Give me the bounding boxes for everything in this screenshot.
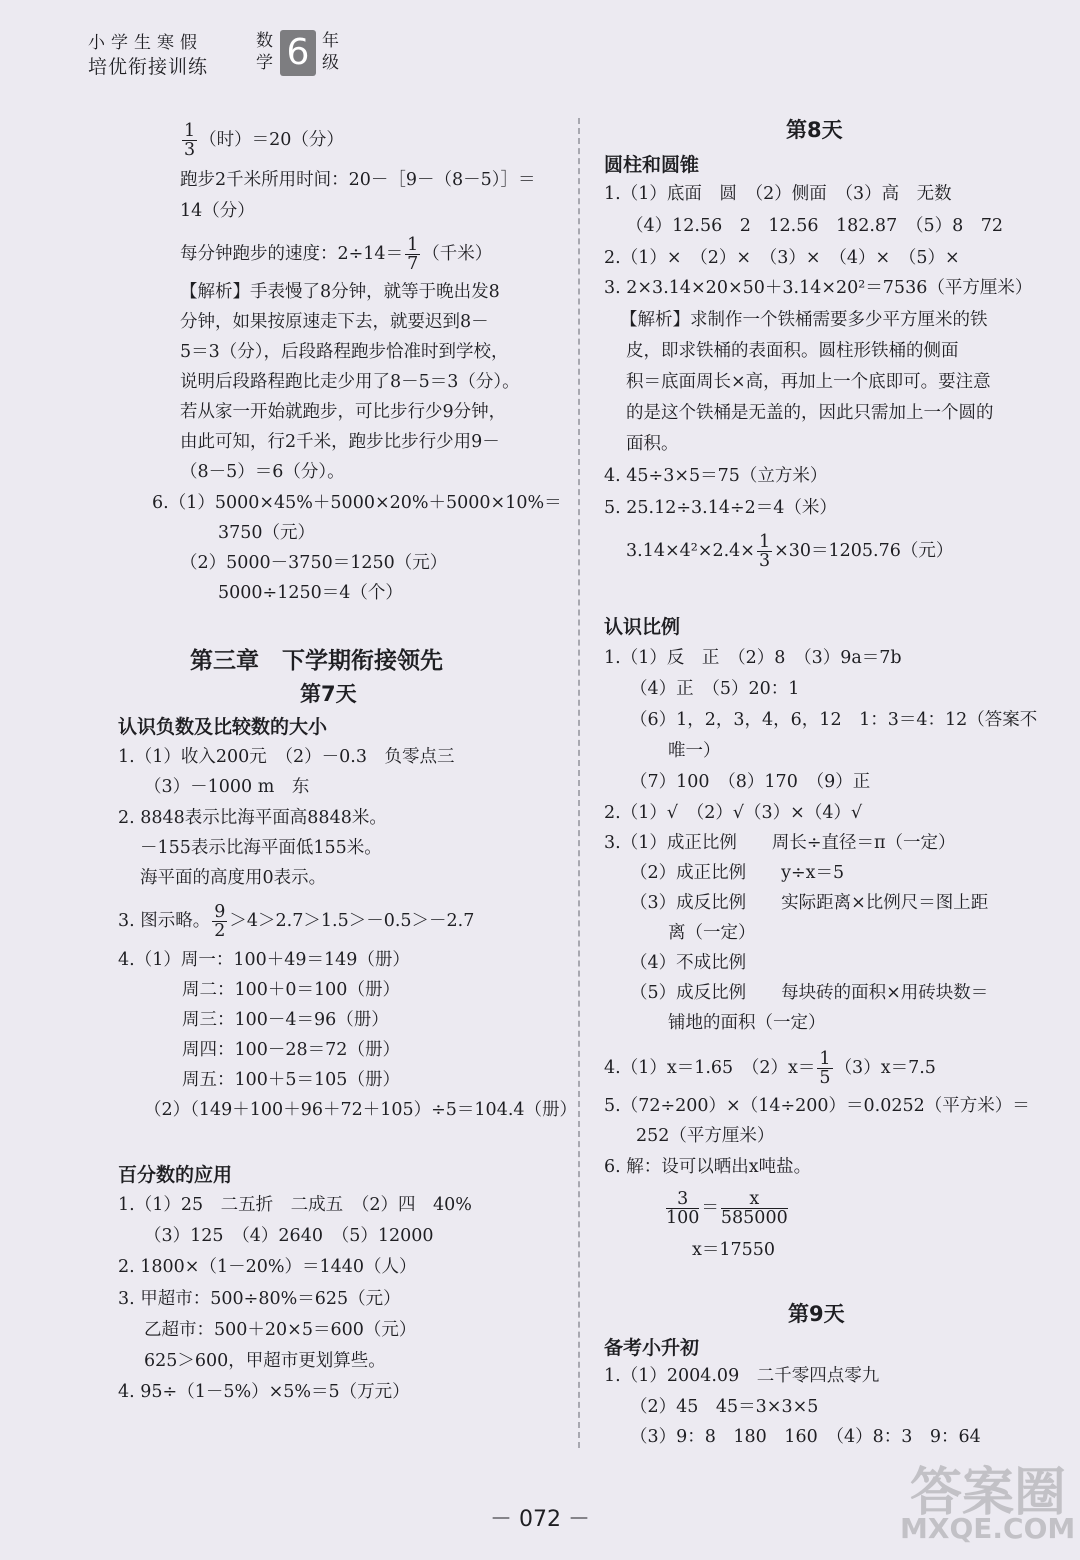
answer-line: （7）100 （8）170 （9）正	[630, 772, 871, 792]
answer-line: 4.（1）周一：100＋49＝149（册）	[118, 950, 410, 970]
analysis-line: 积＝底面周长×高，再加上一个底即可。要注意	[626, 372, 991, 392]
fraction: $\frac{1}{5}$	[819, 1049, 831, 1088]
analysis-line: 【解析】求制作一个铁桶需要多少平方厘米的铁	[620, 310, 988, 330]
section-heading: 百分数的应用	[118, 1164, 233, 1186]
answer-line: 唯一）	[668, 741, 721, 761]
answer-line: 6. 解：设可以晒出x吨盐。	[604, 1157, 812, 1177]
answer-line: 5000÷1250＝4（个）	[218, 583, 403, 603]
book-header	[88, 28, 368, 80]
answer-line: （3）125 （4）2640 （5）12000	[144, 1226, 434, 1246]
answer-line: $\frac{1}{3}$ （时）＝20（分）	[184, 121, 344, 160]
answer-line: （6）1，2，3，4，6，12 1：3＝4：12（答案不	[630, 710, 1038, 730]
answer-line: x＝17550	[692, 1240, 776, 1260]
day-heading: 第8天	[786, 118, 843, 142]
answer-line: 1.（1）25 二五折 二成五 （2）四 40%	[118, 1195, 472, 1215]
answer-line: （2）45 45＝3×3×5	[630, 1397, 819, 1417]
answer-line: 5.（72÷200）×（14÷200）＝0.0252（平方米）＝	[604, 1096, 1030, 1116]
analysis-line: 分钟，如果按原速走下去，就要迟到8－	[180, 312, 489, 332]
analysis-line: 面积。	[626, 434, 679, 454]
answer-line: 3. 图示略。 $\frac{9}{2}$ ＞4＞2.7＞1.5＞－0.5＞－2.7	[118, 902, 475, 941]
page-number: － 072 －	[490, 1507, 590, 1532]
fraction: $\frac{x}{585000}$	[720, 1189, 788, 1228]
analysis-line: 由此可知，行2千米，跑步比步行少用9－	[180, 432, 500, 452]
answer-line: 3750（元）	[218, 523, 316, 543]
watermark	[900, 1450, 1076, 1550]
answer-line: （4）正 （5）20：1	[630, 679, 800, 699]
answer-line: 2. 1800×（1－20%）＝1440（人）	[118, 1257, 417, 1277]
answer-line: 2.（1）× （2）× （3）× （4）× （5）×	[604, 248, 960, 268]
answer-line: 3.（1）成正比例 周长÷直径＝π（一定）	[604, 833, 956, 853]
fraction: $\frac{9}{2}$	[214, 902, 226, 941]
answer-line: －155表示比海平面低155米。	[140, 838, 382, 858]
answer-line: （2）（149＋100＋96＋72＋105）÷5＝104.4（册）	[144, 1100, 578, 1120]
fraction: $\frac{1}{3}$	[184, 121, 196, 160]
answer-line: （3）9：8 180 160 （4）8：3 9：64	[630, 1427, 981, 1447]
day-heading: 第9天	[788, 1302, 845, 1326]
subject-label: 数学	[256, 31, 273, 73]
answer-line: 14（分）	[180, 201, 255, 221]
column-divider	[578, 118, 580, 1448]
answer-line: 1.（1）底面 圆 （2）侧面 （3）高 无数	[604, 184, 952, 204]
answer-line: 3. 2×3.14×20×50＋3.14×20²＝7536（平方厘米）	[604, 278, 1033, 298]
analysis-line: 皮，即求铁桶的表面积。圆柱形铁桶的侧面	[626, 341, 959, 361]
fraction: $\frac{1}{7}$	[407, 235, 419, 274]
answer-line: 625＞600，甲超市更划算些。	[144, 1351, 386, 1371]
chapter-title: 第三章 下学期衔接领先	[190, 648, 443, 674]
answer-line: （4）不成比例	[630, 953, 747, 973]
answer-line: （3）－1000 m 东	[144, 777, 310, 797]
answer-line: 3.14×4²×2.4× $\frac{1}{3}$ ×30＝1205.76（元）	[626, 532, 954, 571]
answer-line: 离（一定）	[668, 923, 756, 943]
answer-line: 跑步2千米所用时间：20－［9－（8－5）］＝	[180, 170, 536, 190]
answer-line: （2）5000－3750＝1250（元）	[180, 553, 448, 573]
series-title: 小学生寒假	[88, 33, 203, 53]
answer-line: 周五：100＋5＝105（册）	[182, 1070, 400, 1090]
answer-line: 1.（1）反 正 （2）8 （3）9a＝7b	[604, 648, 902, 668]
grade-suffix: 年级	[322, 31, 339, 73]
section-heading: 认识负数及比较数的大小	[118, 716, 328, 738]
fraction: $\frac{1}{3}$	[758, 532, 771, 571]
answer-line: （2）成正比例 y÷x＝5	[630, 863, 845, 883]
answer-line: 每分钟跑步的速度：2÷14＝ $\frac{1}{7}$ （千米）	[180, 235, 493, 274]
answer-line: 252（平方厘米）	[636, 1126, 775, 1146]
series-subtitle: 培优衔接训练	[88, 56, 209, 78]
answer-line: 周二：100＋0＝100（册）	[182, 980, 400, 1000]
analysis-line: 5＝3（分），后段路程跑步恰准时到学校，	[180, 342, 509, 362]
analysis-line: 的是这个铁桶是无盖的，因此只需加上一个圆的	[626, 403, 994, 423]
proportion-equation: $\frac{3}{100}$ ＝ $\frac{x}{585000}$	[666, 1189, 788, 1228]
answer-line: （4）12.56 2 12.56 182.87 （5）8 72	[626, 216, 1003, 236]
answer-line: 4. 95÷（1－5%）×5%＝5（万元）	[118, 1382, 410, 1402]
answer-line: 铺地的面积（一定）	[668, 1013, 826, 1033]
answer-line: 4. 45÷3×5＝75（立方米）	[604, 466, 828, 486]
section-heading: 备考小升初	[604, 1337, 700, 1359]
answer-line: 4.（1）x＝1.65 （2）x＝ $\frac{1}{5}$ （3）x＝7.5	[604, 1049, 936, 1088]
analysis-line: 【解析】手表慢了8分钟，就等于晚出发8	[180, 282, 500, 302]
answer-line: （5）成反比例 每块砖的面积×用砖块数＝	[630, 983, 989, 1003]
answer-line: 乙超市：500＋20×5＝600（元）	[144, 1320, 417, 1340]
section-heading: 圆柱和圆锥	[604, 154, 700, 176]
answer-line: 2. 8848表示比海平面高8848米。	[118, 808, 387, 828]
answer-line: 1.（1）2004.09 二千零四点零九	[604, 1366, 880, 1386]
answer-line: 周四：100－28＝72（册）	[182, 1040, 400, 1060]
answer-line: 6.（1）5000×45%＋5000×20%＋5000×10%＝	[152, 493, 562, 513]
section-heading: 认识比例	[604, 616, 681, 638]
answer-line: 2.（1）√ （2）√（3）×（4）√	[604, 803, 863, 823]
answer-line: 海平面的高度用0表示。	[140, 868, 327, 888]
answer-line: （3）成反比例 实际距离×比例尺＝图上距	[630, 893, 989, 913]
watermark-url: MXQE.COM	[900, 1512, 1076, 1545]
analysis-line: （8－5）＝6（分）。	[180, 462, 345, 482]
day-heading: 第7天	[300, 682, 357, 706]
grade-badge: 6	[280, 30, 316, 76]
answer-line: 3. 甲超市：500÷80%＝625（元）	[118, 1289, 401, 1309]
answer-line: 周三：100－4＝96（册）	[182, 1010, 389, 1030]
answer-line: 5. 25.12÷3.14÷2＝4（米）	[604, 498, 837, 518]
fraction: $\frac{3}{100}$	[666, 1189, 700, 1228]
answer-line: 1.（1）收入200元 （2）－0.3 负零点三	[118, 747, 455, 767]
analysis-line: 说明后段路程跑比走少用了8－5＝3（分）。	[180, 372, 520, 392]
analysis-line: 若从家一开始就跑步，可比步行少9分钟，	[180, 402, 507, 422]
watermark-logo-text: 答案圈	[910, 1463, 1067, 1523]
